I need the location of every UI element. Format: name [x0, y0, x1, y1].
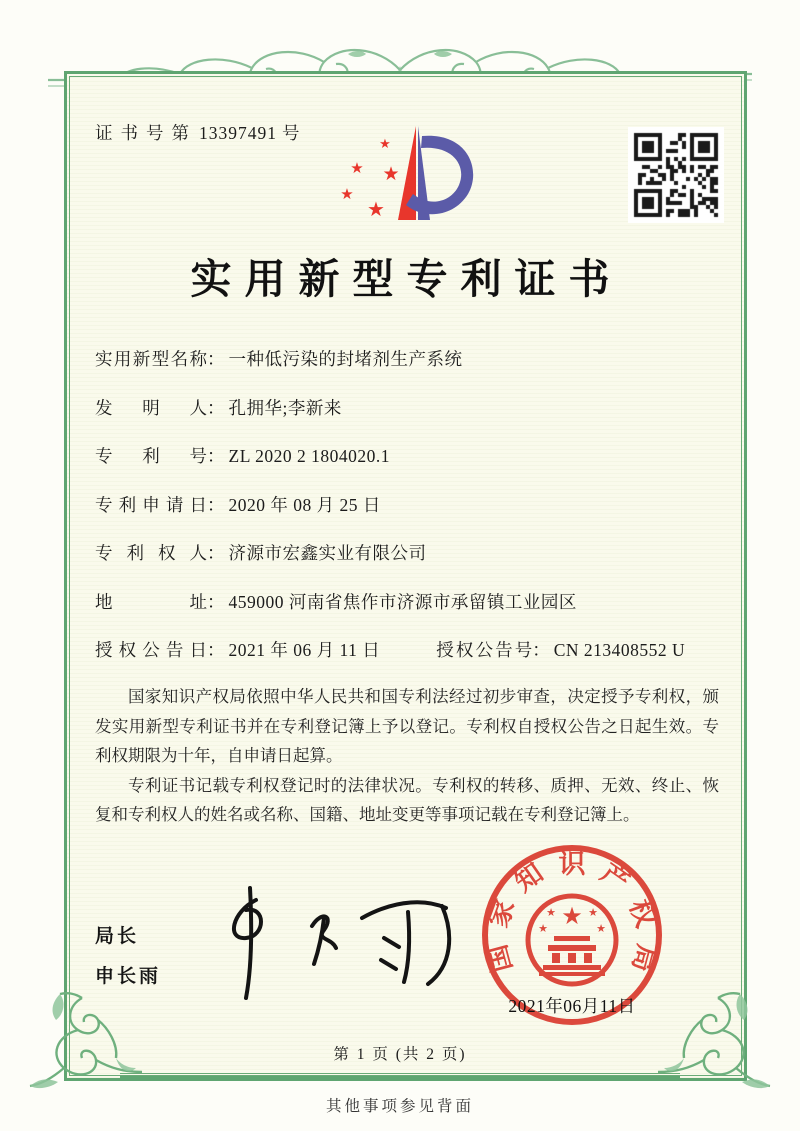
field-row-patentee [95, 540, 720, 567]
svg-text:★: ★ [538, 922, 548, 935]
field-value-patentee: 济源市宏鑫实业有限公司 [228, 543, 427, 563]
official-name: 申长雨 [95, 966, 162, 987]
field-value-utility-model-name: 一种低污染的封堵剂生产系统 [228, 349, 463, 369]
certificate-number-suffix: 号 [282, 123, 300, 143]
field-colon: ： [207, 640, 225, 660]
field-value-inventors: 孔拥华;李新来 [228, 397, 342, 418]
field-colon: ： [207, 591, 225, 612]
seal-char: 局 [626, 941, 663, 976]
logo-stars [340, 137, 399, 221]
field-label: 授权公告日 [95, 640, 207, 660]
legal-text [95, 682, 719, 830]
field-value-grant-date: 2021 年 06 月 11 日 [228, 640, 381, 660]
field-row-patent-number [95, 443, 720, 470]
official-block [95, 921, 161, 1001]
page-indicator: 第 1 页 (共 2 页) [333, 1046, 467, 1063]
seal-char: 识 [558, 849, 586, 879]
commissioner-signature [212, 886, 452, 1004]
seal-char: 家 [482, 895, 521, 932]
field-row-inventors [95, 395, 720, 422]
certificate-number-value: 13397491 [199, 123, 277, 143]
cnipa-logo [328, 114, 480, 232]
seal-char: 国 [481, 941, 518, 976]
seal-char: 知 [509, 857, 549, 898]
svg-text:★: ★ [596, 922, 606, 935]
field-colon: ： [532, 640, 550, 660]
field-value-publication-number: CN 213408552 U [553, 640, 686, 660]
svg-text:★: ★ [340, 185, 354, 203]
field-row-utility-model-name [95, 346, 720, 373]
seal-date: 2021年06月11日 [508, 996, 636, 1016]
field-value-patent-number: ZL 2020 2 1804020.1 [228, 446, 390, 466]
legal-paragraph-2: 专利证书记载专利权登记时的法律状况。专利权的转移、质押、无效、终止、恢复和专利权人的姓名或名称、国籍、地址变更等事项记载在专利登记簿上。 [95, 775, 719, 824]
svg-text:★: ★ [546, 906, 556, 919]
svg-text:★: ★ [382, 163, 400, 185]
field-list [95, 346, 720, 686]
field-colon: ： [207, 446, 225, 466]
seal-char: 产 [595, 857, 635, 898]
certificate-number-prefix: 证书号第 [95, 123, 197, 143]
field-label: 授权公告号 [436, 640, 533, 660]
field-value-address: 459000 河南省焦作市济源市承留镇工业园区 [228, 591, 577, 612]
official-role: 局长 [95, 926, 140, 947]
field-colon: ： [207, 543, 225, 563]
field-row-address [95, 589, 720, 616]
legal-paragraph-1: 国家知识产权局依照中华人民共和国专利法经过初步审查，决定授予专利权，颁发实用新型专利证书并在专利登记簿上予以登记。专利权自授权公告之日起生效。专利权期限为十年，自申请日起算。 [95, 687, 719, 765]
svg-text:★: ★ [379, 137, 391, 152]
back-side-note: 其他事项参见背面 [325, 1098, 474, 1115]
field-colon: ： [207, 349, 225, 369]
certificate-title: 实用新型专利证书 [190, 256, 623, 302]
svg-text:★: ★ [367, 197, 385, 221]
qr-code [628, 127, 724, 223]
field-label: 实用新型名称 [95, 349, 207, 369]
field-label: 地址 [95, 591, 207, 612]
grant-publication-pair [436, 637, 685, 664]
seal-char: 权 [623, 895, 662, 932]
field-row-filing-date [95, 492, 720, 519]
certificate-number [95, 120, 300, 145]
field-label: 发明人 [95, 397, 207, 418]
field-colon: ： [207, 494, 225, 515]
svg-text:★: ★ [588, 906, 598, 919]
national-emblem [528, 896, 616, 984]
bottom-border-line [120, 1073, 680, 1079]
field-colon: ： [207, 397, 225, 418]
field-label: 专利权人 [95, 543, 207, 563]
svg-text:★: ★ [350, 159, 364, 177]
field-label: 专利申请日 [95, 494, 207, 515]
svg-text:★: ★ [561, 902, 583, 930]
field-value-filing-date: 2020 年 08 月 25 日 [228, 494, 381, 515]
logo-p-mark [398, 126, 473, 220]
field-label: 专利号 [95, 446, 207, 466]
field-row-grant [95, 637, 720, 664]
